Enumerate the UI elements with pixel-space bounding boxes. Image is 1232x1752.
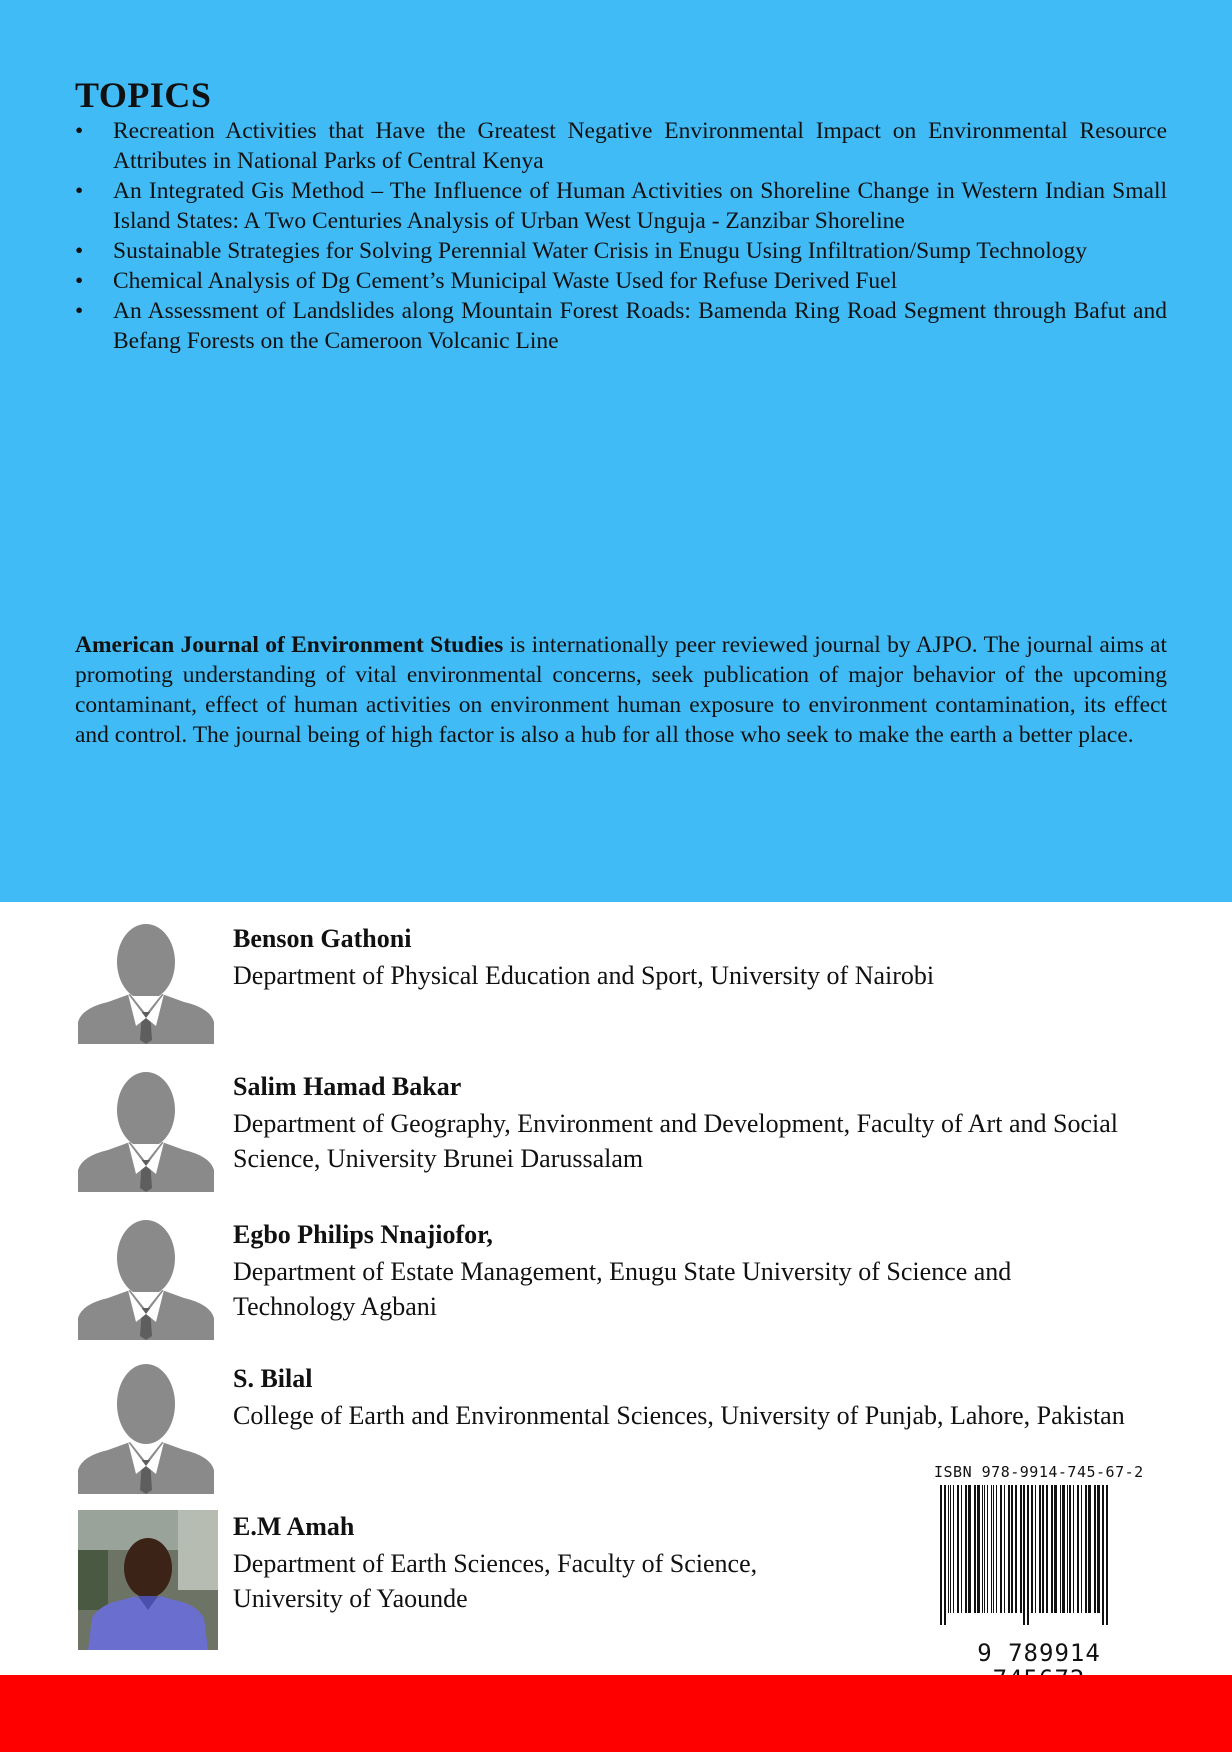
barcode-bar [1060,1485,1061,1613]
barcode-bar [1088,1485,1091,1613]
barcode-bar [1004,1485,1005,1613]
barcode-bar [1008,1485,1010,1613]
bullet-icon: • [75,238,84,264]
barcode-bar [996,1485,997,1613]
author-name: S. Bilal [233,1364,313,1393]
barcode-bar [993,1485,994,1613]
barcode-bar [1102,1485,1104,1625]
isbn-digits: 9 789914 [934,1640,1144,1692]
bullet-icon: • [75,268,84,294]
barcode-bar [1020,1485,1022,1613]
journal-description [75,630,1167,750]
barcode-bar [968,1485,971,1613]
person-silhouette-icon [78,1070,214,1192]
barcode-bar [957,1485,959,1613]
barcode-bar [1067,1485,1068,1613]
topics-heading: TOPICS [75,75,212,115]
bullet-icon: • [75,298,84,324]
topics-list [75,116,1167,356]
footer-bar [0,1675,1232,1752]
author-affiliation: College of Earth and Environmental Sciences, University of Punjab, Lahore, Pakistan [233,1401,1125,1430]
barcode-bar [948,1485,949,1613]
barcode-bar [1011,1485,1013,1613]
topic-item: • Chemical Analysis of Dg Cement’s Municipal Waste Used for Refuse Derived Fuel [75,268,898,294]
barcode-bar [953,1485,954,1613]
author-card [78,1218,1178,1348]
isbn-label: ISBN 978-9914-745-67-2 [934,1463,1144,1481]
barcode-bar [1094,1485,1096,1613]
barcode-bar [965,1485,967,1613]
journal-description-text: is internationally peer reviewed journal by AJPO. The journal aims at promoting understanding of vital environmental concerns, seek publication of major behavior of the upcoming contaminant, effect of human activities on environment human exposure to environment contamination, its effect and control. The journal being of high factor is also a hub for all those who seek to make the earth a better place. [75,632,1167,748]
barcode-bar [1027,1485,1029,1625]
barcode-bar [1073,1485,1074,1613]
author-name: Egbo Philips Nnajiofor, [233,1220,493,1249]
barcode-bar [1054,1485,1057,1613]
barcode-bar [991,1485,992,1613]
topic-item: • Recreation Activities that Have the Greatest Negative Environmental Impact on Environmental Resource Attributes in National Parks of Central Kenya [75,118,1167,174]
barcode-bar [940,1485,942,1625]
author-affiliation: Department of Earth Sciences, Faculty of Science, University of Yaounde [233,1549,758,1613]
barcode-bar [961,1485,962,1613]
barcode-bar [1062,1485,1065,1613]
barcode-bar [982,1485,983,1613]
author-affiliation: Department of Physical Education and Sport, University of Nairobi [233,961,935,990]
barcode-bar [1042,1485,1044,1613]
barcode-bar [1097,1485,1100,1613]
topic-item: • An Integrated Gis Method – The Influence of Human Activities on Shoreline Change in Western Indian Small Island States: A Two Centuries Analysis of Urban West Unguja - Zanzibar Shoreline [75,178,1167,234]
author-card [78,1070,1178,1200]
barcode-bar [1077,1485,1079,1613]
barcode-bar [1051,1485,1053,1613]
barcode-bar [1015,1485,1017,1613]
barcode-bar [1031,1485,1033,1613]
barcode-bar [950,1485,951,1613]
barcode-bar [1106,1485,1108,1625]
author-name: Salim Hamad Bakar [233,1072,462,1101]
bullet-icon: • [75,178,84,204]
barcode-bar [987,1485,988,1613]
author-card [78,922,1178,1052]
person-silhouette-icon [78,1218,214,1340]
journal-name: American Journal of Environment Studies [75,632,504,658]
bullet-icon: • [75,118,84,144]
author-name: E.M Amah [233,1512,355,1541]
barcode-bar [944,1485,946,1625]
barcode-bar [1023,1485,1025,1625]
barcode-bar [1069,1485,1071,1613]
author-affiliation: Department of Estate Management, Enugu State University of Science and Technology Agbani [233,1257,1012,1321]
barcode-bar [984,1485,985,1613]
author-affiliation: Department of Geography, Environment and Development, Faculty of Art and Social Science, University Brunei Darussalam [233,1109,1118,1173]
barcode-bar [1035,1485,1036,1613]
person-silhouette-icon [78,922,214,1044]
barcode-bar [1039,1485,1041,1613]
barcode-bar [977,1485,980,1613]
barcode-bar [1046,1485,1048,1613]
barcode-bar [974,1485,976,1613]
barcode-bar [1081,1485,1082,1613]
isbn-barcode [934,1485,1144,1625]
topic-item: • Sustainable Strategies for Solving Perennial Water Crisis in Enugu Using Infiltration/Sump Technology [75,238,1087,264]
author-photo [78,1510,218,1650]
author-name: Benson Gathoni [233,924,412,953]
barcode-bar [1085,1485,1087,1613]
topic-item: • An Assessment of Landslides along Mountain Forest Roads: Bamenda Ring Road Segment through Bafut and Befang Forests on the Cameroon Volcanic Line [75,298,1167,354]
barcode-bar [1000,1485,1002,1613]
person-silhouette-icon [78,1362,214,1484]
